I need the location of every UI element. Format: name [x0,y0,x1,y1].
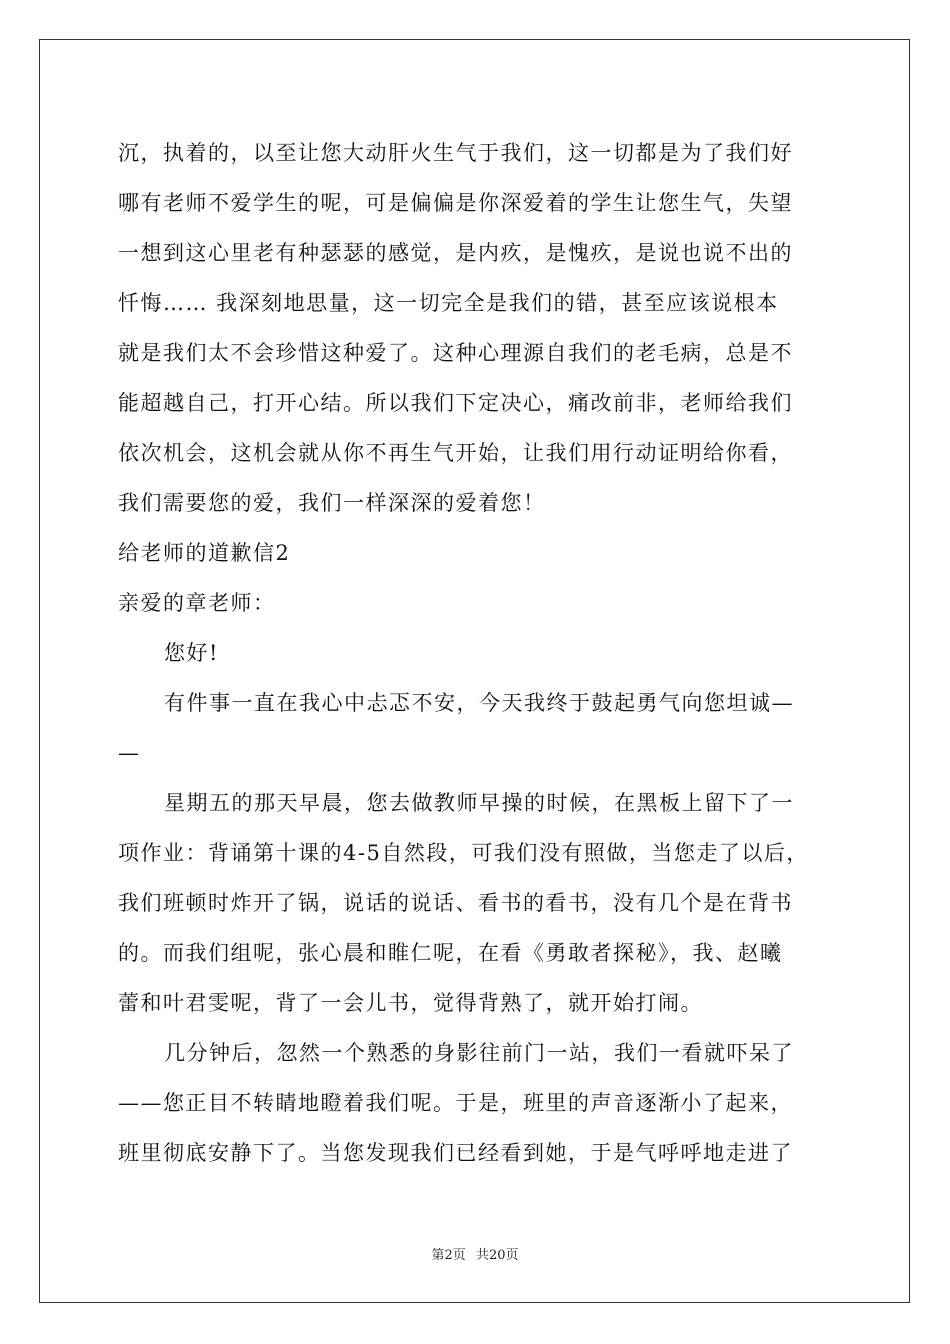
salutation: 亲爱的章老师： [118,591,276,615]
text-line: 班里彻底安静下了。当您发现我们已经看到她，于是气呼呼地走进了 [118,1141,793,1165]
text-line: 的。而我们组呢，张心晨和睢仁呢，在看《勇敢者探秘》，我、赵曦 [118,941,783,965]
text-line: 一想到这心里老有种瑟瑟的感觉，是内疚，是愧疚，是说也说不出的 [118,241,793,265]
text-line: 我们班顿时炸开了锅，说话的说话、看书的看书，没有几个是在背书 [118,891,793,915]
text-line: 忏悔…… 我深刻地思量，这一切完全是我们的错，甚至应该说根本 [118,291,779,315]
text-line: — [118,741,141,765]
text-line: 依次机会，这机会就从你不再生气开始，让我们用行动证明给你看， [118,441,793,465]
greeting: 您好! [164,641,219,665]
text-line: 蕾和叶君雯呢，背了一会儿书，觉得背熟了，就开始打闹。 [118,991,703,1015]
text-line: 能超越自己，打开心结。所以我们下定决心，痛改前非，老师给我们 [118,391,793,415]
text-line: 沉，执着的，以至让您大动肝火生气于我们，这一切都是为了我们好 [118,141,793,165]
page-footer [0,1244,950,1263]
text-line: 我们需要您的爱，我们一样深深的爱着您！ [118,491,546,515]
text-line: 项作业：背诵第十课的4-5自然段，可我们没有照做，当您走了以后， [118,841,809,865]
text-line: 就是我们太不会珍惜这种爱了。这种心理源自我们的老毛病，总是不 [118,341,793,365]
text-line: 星期五的那天早晨，您去做教师早操的时候，在黑板上留下了一 [164,791,794,815]
page-total: 共20页 [475,1248,519,1263]
page-number: 第2页 [431,1248,466,1263]
text-line: 几分钟后，忽然一个熟悉的身影往前门一站，我们一看就吓呆了 [164,1041,794,1065]
text-line: 有件事一直在我心中忐忑不安，今天我终于鼓起勇气向您坦诚— [164,691,794,715]
text-line: ——您正目不转睛地瞪着我们呢。于是，班里的声音逐渐小了起来， [118,1091,793,1115]
text-line: 哪有老师不爱学生的呢，可是偏偏是你深爱着的学生让您生气，失望 [118,191,793,215]
section-heading: 给老师的道歉信2 [118,541,291,565]
